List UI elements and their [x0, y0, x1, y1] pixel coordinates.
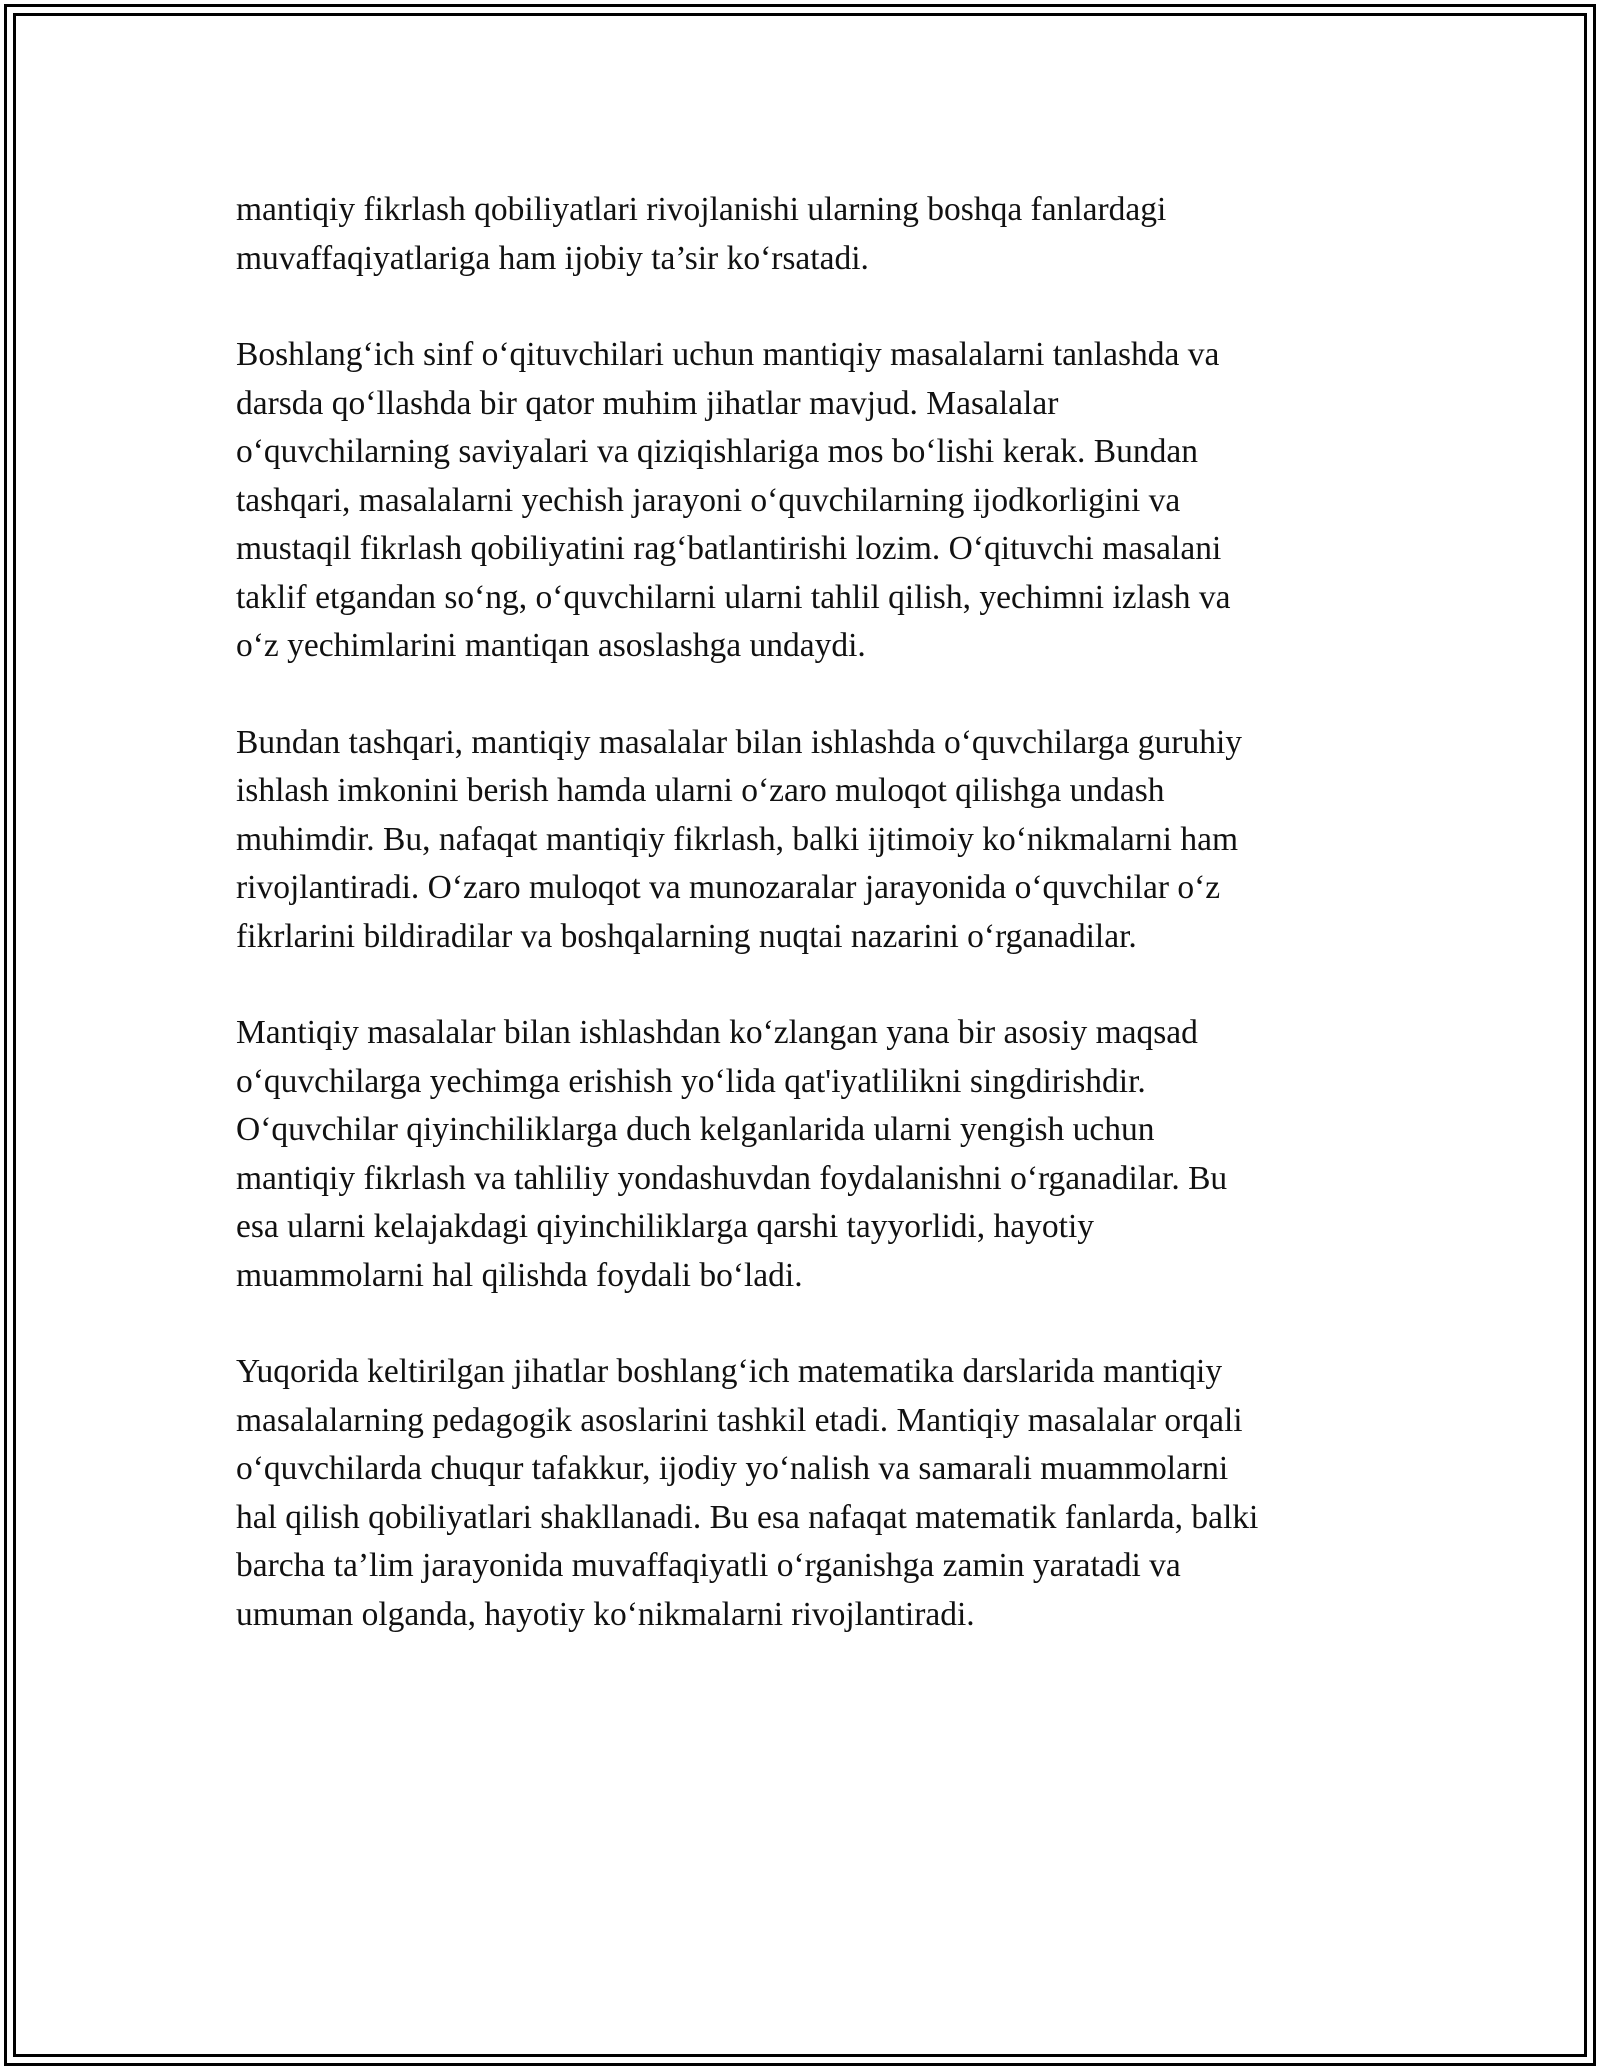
text-line: masalalarning pedagogik asoslarini tashkil etadi. Mantiqiy masalalar orqali [236, 1401, 1243, 1439]
text-line: mustaqil fikrlash qobiliyatini ragʻbatlantirishi lozim. Oʻqituvchi masalani [236, 530, 1222, 567]
document-body [236, 186, 1376, 1687]
text-line: rivojlantiradi. Oʻzaro muloqot va munozaralar jarayonida oʻquvchilar oʻz [236, 869, 1221, 906]
text-line: oʻquvchilarda chuqur tafakkur, ijodiy yoʻnalish va samarali muammolarni [236, 1450, 1229, 1487]
text-line: muhimdir. Bu, nafaqat mantiqiy fikrlash, balki ijtimoiy koʻnikmalarni ham [236, 820, 1239, 858]
text-line: oʻz yechimlarini mantiqan asoslashga undaydi. [236, 627, 866, 664]
text-line: Boshlangʻich sinf oʻqituvchilari uchun mantiqiy masalalarni tanlashda va [236, 336, 1220, 373]
text-line: Mantiqiy masalalar bilan ishlashdan koʻzlangan yana bir asosiy maqsad [236, 1014, 1198, 1051]
text-line: taklif etgandan soʻng, oʻquvchilarni ularni tahlil qilish, yechimni izlash va [236, 578, 1231, 616]
text-line: mantiqiy fikrlash va tahliliy yondashuvdan foydalanishni oʻrganadilar. Bu [236, 1159, 1228, 1197]
text-line: oʻquvchilarga yechimga erishish yoʻlida qat'iyatlilikni singdirishdir. [236, 1062, 1146, 1100]
text-line: tashqari, masalalarni yechish jarayoni oʻquvchilarning ijodkorligini va [236, 481, 1181, 519]
text-line: mantiqiy fikrlash qobiliyatlari rivojlanishi ularning boshqa fanlardagi [236, 191, 1167, 228]
text-line: fikrlarini bildiradilar va boshqalarning nuqtai nazarini oʻrganadilar. [236, 917, 1137, 955]
text-line: hal qilish qobiliyatlari shakllanadi. Bu esa nafaqat matematik fanlarda, balki [236, 1498, 1259, 1536]
text-line: oʻquvchilarning saviyalari va qiziqishlariga mos boʻlishi kerak. Bundan [236, 433, 1198, 470]
paragraph-1 [236, 186, 1376, 283]
paragraph-3 [236, 719, 1376, 962]
paragraph-2 [236, 331, 1376, 671]
text-line: umuman olganda, hayotiy koʻnikmalarni rivojlantiradi. [236, 1595, 975, 1633]
text-line: barcha ta’lim jarayonida muvaffaqiyatli oʻrganishga zamin yaratadi va [236, 1547, 1181, 1584]
text-line: darsda qoʻllashda bir qator muhim jihatlar mavjud. Masalalar [236, 384, 1059, 422]
text-line: esa ularni kelajakdagi qiyinchiliklarga qarshi tayyorlidi, hayotiy [236, 1208, 1095, 1245]
text-line: muvaffaqiyatlariga ham ijobiy ta’sir koʻrsatadi. [236, 239, 869, 277]
text-line: ishlash imkonini berish hamda ularni oʻzaro muloqot qilishga undash [236, 772, 1165, 809]
text-line: Yuqorida keltirilgan jihatlar boshlangʻich matematika darslarida mantiqiy [236, 1353, 1223, 1390]
text-line: Bundan tashqari, mantiqiy masalalar bilan ishlashda oʻquvchilarga guruhiy [236, 723, 1242, 761]
paragraph-5 [236, 1348, 1376, 1639]
text-line: Oʻquvchilar qiyinchiliklarga duch kelganlarida ularni yengish uchun [236, 1111, 1155, 1148]
text-line: muammolarni hal qilishda foydali boʻladi. [236, 1256, 803, 1294]
paragraph-4 [236, 1009, 1376, 1300]
